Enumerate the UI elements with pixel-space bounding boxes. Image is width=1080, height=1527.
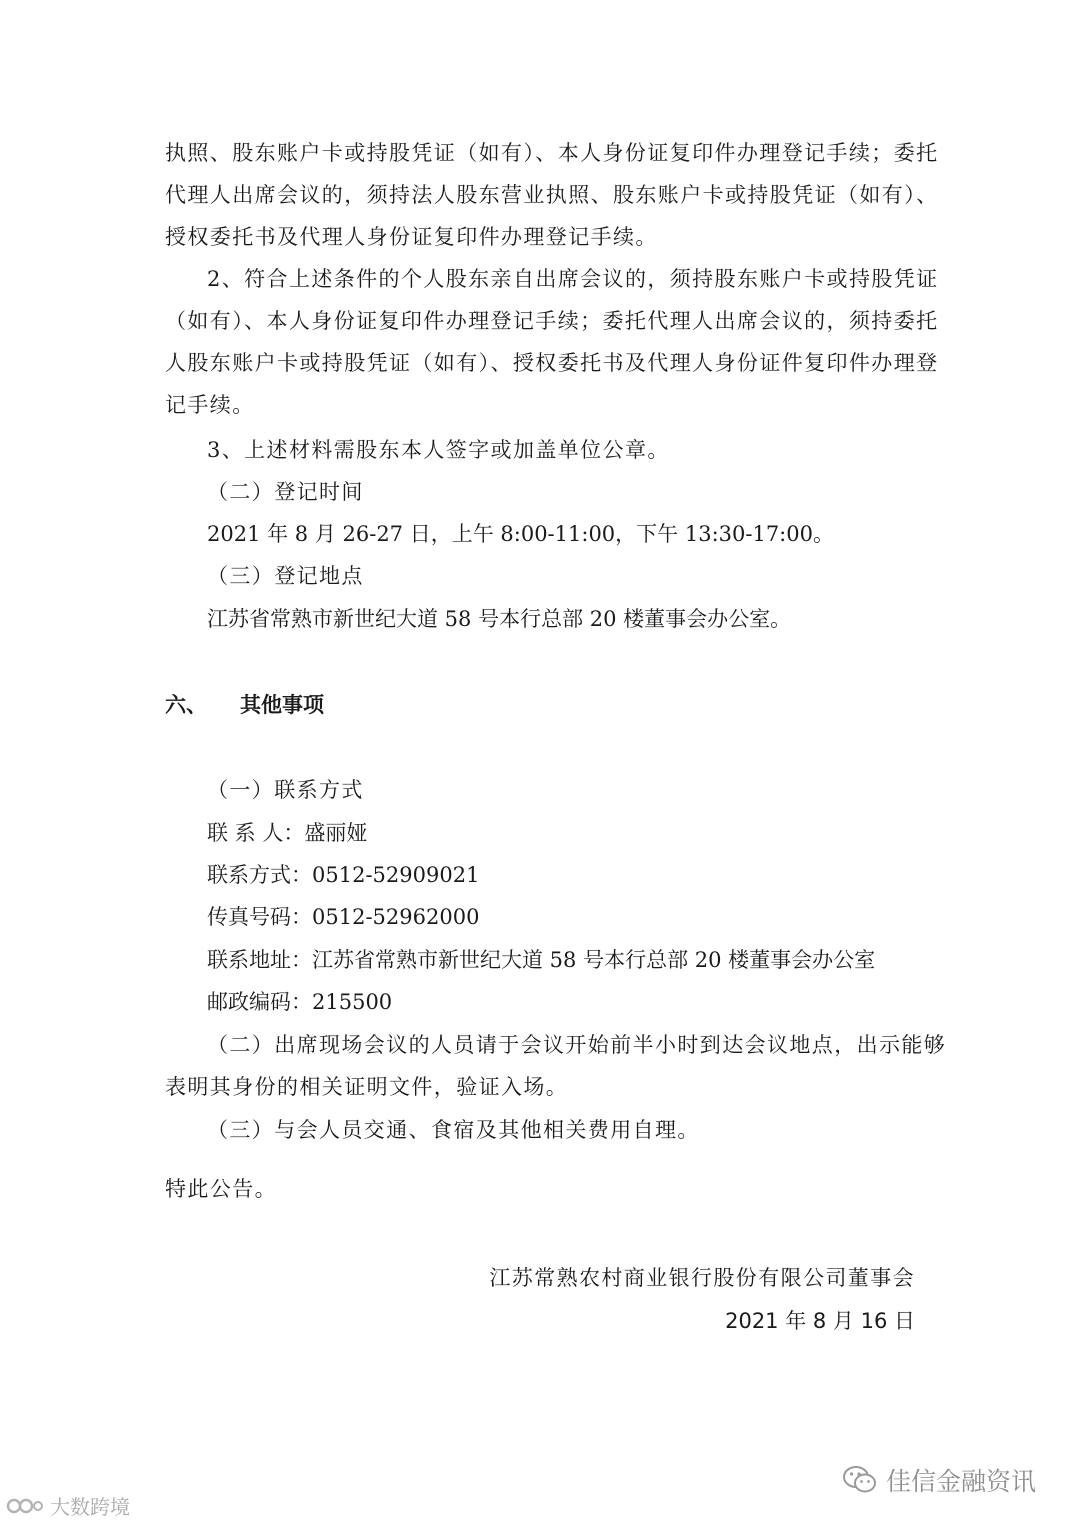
contact-phone: 联系方式：0512-52909021 <box>207 863 480 887</box>
watermark-left-text: 大数跨境 <box>50 1495 130 1519</box>
watermark-right-text: 佳信金融资讯 <box>886 1467 1037 1496</box>
paragraph2-line3: 人股东账户卡或持股凭证（如有）、授权委托书及代理人身份证件复印件办理登 <box>165 351 939 375</box>
paragraph2-line2: （如有）、本人身份证复印件办理登记手续；委托代理人出席会议的，须持委托 <box>165 309 939 333</box>
section6-title: 其他事项 <box>240 693 324 717</box>
dashu-logo-icon <box>6 1493 44 1519</box>
registration-place-label: （三）登记地点 <box>207 564 364 588</box>
registration-time: 2021 年 8 月 26-27 日，上午 8:00-11:00，下午 13:30-17:00。 <box>207 522 834 546</box>
item3: （三）与会人员交通、食宿及其他相关费用自理。 <box>207 1118 700 1142</box>
watermark-right <box>842 1462 1036 1498</box>
watermark-left <box>6 1491 130 1520</box>
item2-line1: （二）出席现场会议的人员请于会议开始前半小时到达会议地点，出示能够 <box>207 1033 947 1057</box>
contact-person: 联 系 人：盛丽娅 <box>207 821 368 845</box>
item2-line2: 表明其身份的相关证明文件，验证入场。 <box>165 1075 569 1099</box>
paragraph2-line1: 2、符合上述条件的个人股东亲自出席会议的，须持股东账户卡或持股凭证 <box>207 267 939 291</box>
issuer-name: 江苏常熟农村商业银行股份有限公司董事会 <box>489 1266 915 1290</box>
paragraph1-line1: 执照、股东账户卡或持股凭证（如有）、本人身份证复印件办理登记手续；委托 <box>165 141 939 165</box>
paragraph2-line4: 记手续。 <box>165 393 255 417</box>
wechat-icon <box>842 1464 878 1496</box>
contact-method-label: （一）联系方式 <box>207 778 364 802</box>
paragraph1-line3: 授权委托书及代理人身份证复印件办理登记手续。 <box>165 225 658 249</box>
contact-postcode: 邮政编码：215500 <box>207 990 393 1014</box>
closing-notice: 特此公告。 <box>165 1177 277 1201</box>
issue-date: 2021 年 8 月 16 日 <box>725 1309 915 1333</box>
registration-time-label: （二）登记时间 <box>207 480 364 504</box>
paragraph3: 3、上述材料需股东本人签字或加盖单位公章。 <box>207 438 670 462</box>
registration-place: 江苏省常熟市新世纪大道 58 号本行总部 20 楼董事会办公室。 <box>207 607 792 631</box>
contact-address: 联系地址：江苏省常熟市新世纪大道 58 号本行总部 20 楼董事会办公室 <box>207 948 876 972</box>
paragraph1-line2: 代理人出席会议的，须持法人股东营业执照、股东账户卡或持股凭证（如有）、 <box>165 183 939 207</box>
contact-fax: 传真号码：0512-52962000 <box>207 905 480 929</box>
section6-number: 六、 <box>165 693 207 717</box>
